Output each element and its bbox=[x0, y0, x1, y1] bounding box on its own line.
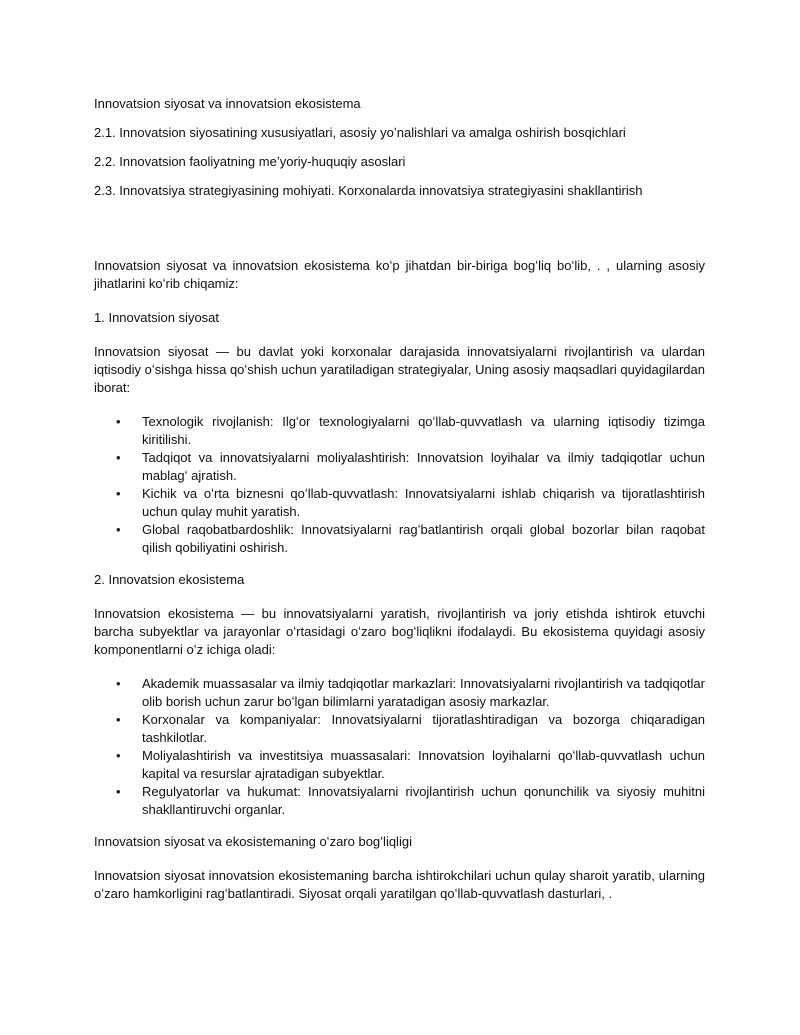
section-1-title: 1. Innovatsion siyosat bbox=[94, 310, 220, 325]
list-item-text: Texnologik rivojlanish: Ilgʻor texnologiyalarni qoʻllab-quvvatlash va ularning iqtisodiy tizimga kiritilishi. bbox=[142, 414, 705, 447]
bullet-icon: • bbox=[116, 784, 121, 799]
list-item-text: Kichik va oʻrta biznesni qoʻllab-quvvatlash: Innovatsiyalarni ishlab chiqarish va tijoratlashtirish uchun qulay muhit yaratish. bbox=[142, 486, 705, 519]
bullet-icon: • bbox=[116, 450, 121, 465]
list-item-text: Regulyatorlar va hukumat: Innovatsiyalarni rivojlantirish uchun qonunchilik va siyosiy muhitni shakllantiruvchi organlar. bbox=[142, 784, 705, 817]
list-item-text: Korxonalar va kompaniyalar: Innovatsiyalarni tijoratlashtiradigan va bozorga chiqaradigan tashkilotlar. bbox=[142, 712, 705, 745]
toc-item-2-1: 2.1. Innovatsion siyosatining xususiyatlari, asosiy yoʼnalishlari va amalga oshirish bosqichlari bbox=[94, 125, 626, 140]
section-2-paragraph: Innovatsion ekosistema — bu innovatsiyalarni yaratish, rivojlantirish va joriy etishda ishtirok etuvchi barcha subyektlar va jarayonlar oʻrtasidagi oʻzaro bogʻliqlikni ifodalaydi. Bu ekosistema quyidagi asosiy komponentlarni oʻz ichiga oladi: bbox=[94, 606, 705, 657]
list-item-text: Global raqobatbardoshlik: Innovatsiyalarni ragʻbatlantirish orqali global bozorlar bilan raqobat qilish qobiliyatini oshirish. bbox=[142, 522, 705, 555]
list-item-text: Akademik muassasalar va ilmiy tadqiqotlar markazlari: Innovatsiyalarni rivojlantirish va tadqiqotlar olib borish uchun zarur boʻlgan bilimlarni yaratadigan asosiy markazlar. bbox=[142, 676, 705, 709]
bullet-icon: • bbox=[116, 414, 121, 429]
list-item bbox=[94, 413, 705, 449]
list-item-text: Tadqiqot va innovatsiyalarni moliyalashtirish: Innovatsion loyihalar va ilmiy tadqiqotlar uchun mablagʻ ajratish. bbox=[142, 450, 705, 483]
bullet-icon: • bbox=[116, 486, 121, 501]
list-item-text: Moliyalashtirish va investitsiya muassasalari: Innovatsion loyihalarni qoʻllab-quvvatlash uchun kapital va resurslar ajratadigan subyektlar. bbox=[142, 748, 705, 781]
intro-paragraph: Innovatsion siyosat va innovatsion ekosistema koʻp jihatdan bir-biriga bogʻliq boʻlib, . , ularning asosiy jihatlarini koʻrib chiqamiz: bbox=[94, 258, 705, 291]
bullet-icon: • bbox=[116, 676, 121, 691]
toc-item-2-2: 2.2. Innovatsion faoliyatning meʼyoriy-huquqiy asoslari bbox=[94, 154, 406, 169]
list-item bbox=[94, 711, 705, 747]
section-3-paragraph: Innovatsion siyosat innovatsion ekosistemaning barcha ishtirokchilari uchun qulay sharoit yaratib, ularning oʻzaro hamkorligini ragʻbatlantiradi. Siyosat orqali yaratilgan qoʻllab-quvvatlash dasturlari, . bbox=[94, 868, 705, 901]
list-item bbox=[94, 783, 705, 819]
document-body bbox=[94, 95, 705, 903]
spacer bbox=[94, 200, 705, 257]
list-item bbox=[94, 521, 705, 557]
bullet-icon: • bbox=[116, 712, 121, 727]
list-item bbox=[94, 449, 705, 485]
bullet-icon: • bbox=[116, 522, 121, 537]
document-title: Innovatsion siyosat va innovatsion ekosistema bbox=[94, 96, 361, 111]
header-block bbox=[94, 95, 705, 200]
bullet-icon: • bbox=[116, 748, 121, 763]
section-3-title: Innovatsion siyosat va ekosistemaning oʻzaro bogʻliqligi bbox=[94, 834, 412, 849]
section-1-bullet-list bbox=[94, 413, 705, 557]
list-item bbox=[94, 747, 705, 783]
section-2-title: 2. Innovatsion ekosistema bbox=[94, 572, 245, 587]
section-2-bullet-list bbox=[94, 675, 705, 819]
section-1-paragraph: Innovatsion siyosat — bu davlat yoki korxonalar darajasida innovatsiyalarni rivojlantirish va ulardan iqtisodiy oʻsishga hissa qoʻshish uchun yaratiladigan strategiyalar, Uning asosiy maqsadlari quyidagilardan iborat: bbox=[94, 344, 705, 395]
toc-item-2-3: 2.3. Innovatsiya strategiyasining mohiyati. Korxonalarda innovatsiya strategiyasini shakllantirish bbox=[94, 183, 643, 198]
list-item bbox=[94, 675, 705, 711]
list-item bbox=[94, 485, 705, 521]
